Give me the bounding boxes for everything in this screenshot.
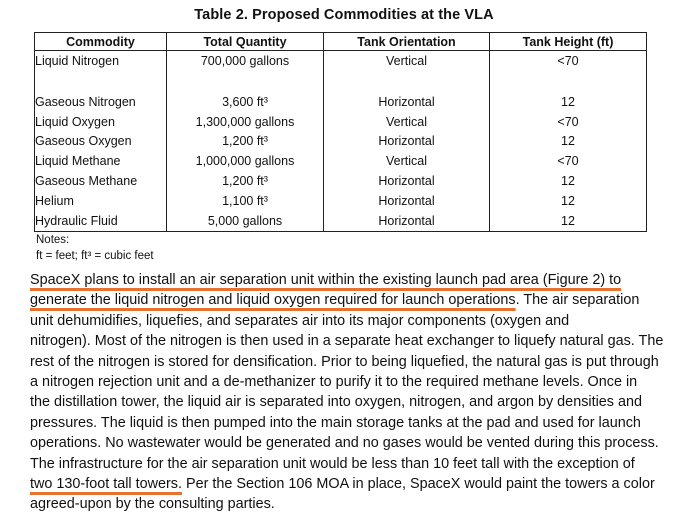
table-row — [35, 132, 647, 152]
paragraph-line — [30, 372, 670, 392]
table-header-row — [35, 33, 647, 51]
table-cell: <70 — [490, 51, 647, 93]
text-segment: a nitrogen rejection unit and a de-methanizer to purify it to the required methane levels. Once in — [30, 373, 638, 390]
table-cell: <70 — [490, 151, 647, 171]
table-body — [35, 51, 647, 232]
table-cell: 1,100 ft³ — [167, 191, 324, 211]
table-cell: Horizontal — [324, 171, 490, 191]
table-row — [35, 51, 647, 93]
text-segment: Per the Section 106 MOA in place, SpaceX would paint the towers a color — [181, 475, 655, 492]
table-cell: Gaseous Nitrogen — [35, 92, 167, 112]
text-segment: agreed-upon by the consulting parties. — [30, 496, 275, 513]
table-cell: Hydraulic Fluid — [35, 211, 167, 231]
text-segment: . The air separation — [515, 292, 640, 309]
table-cell: Horizontal — [324, 191, 490, 211]
table-row — [35, 112, 647, 132]
table-cell: Horizontal — [324, 211, 490, 231]
table-cell: <70 — [490, 112, 647, 132]
table-cell: Liquid Nitrogen — [35, 51, 167, 93]
paragraph-line — [30, 474, 670, 494]
table-row — [35, 171, 647, 191]
paragraph-line — [30, 290, 670, 310]
paragraph-line — [30, 433, 670, 453]
table-cell: Gaseous Oxygen — [35, 132, 167, 152]
table-caption: Table 2. Proposed Commodities at the VLA — [194, 7, 494, 23]
text-segment: rest of the nitrogen is stored for densification. Prior to being liquefied, the natural gas is put through — [30, 353, 659, 370]
table-row — [35, 211, 647, 231]
paragraph-line — [30, 413, 670, 433]
notes-text: ft = feet; ft³ = cubic feet — [36, 250, 154, 262]
column-header: Tank Height (ft) — [490, 33, 647, 51]
table-cell: Horizontal — [324, 132, 490, 152]
text-segment: operations. No wastewater would be generated and no gases would be vented during this process. — [30, 435, 659, 452]
highlighted-text: generate the liquid nitrogen and liquid oxygen required for launch operations — [30, 292, 516, 309]
paragraph-line — [30, 331, 670, 351]
table-cell: 1,000,000 gallons — [167, 151, 324, 171]
table-cell: 12 — [490, 132, 647, 152]
paragraph-line — [30, 392, 670, 412]
text-segment: unit dehumidifies, liquefies, and separates air into its major components (oxygen and — [30, 312, 570, 329]
commodities-table — [34, 32, 647, 232]
table-cell: Liquid Oxygen — [35, 112, 167, 132]
table-cell: Liquid Methane — [35, 151, 167, 171]
table-cell: Horizontal — [324, 92, 490, 112]
table-cell: 700,000 gallons — [167, 51, 324, 93]
table-cell: Vertical — [324, 151, 490, 171]
table-row — [35, 151, 647, 171]
paragraph-line — [30, 311, 670, 331]
highlighted-text: two 130-foot tall towers. — [30, 475, 182, 492]
column-header: Total Quantity — [167, 33, 324, 51]
column-header: Commodity — [35, 33, 167, 51]
table-cell: 12 — [490, 92, 647, 112]
paragraph-line — [30, 270, 670, 290]
table-cell: 1,200 ft³ — [167, 171, 324, 191]
table-cell: Gaseous Methane — [35, 171, 167, 191]
text-segment: pressures. The liquid is then pumped into the main storage tanks at the pad and used for launch — [30, 414, 641, 431]
text-segment: nitrogen). Most of the nitrogen is then used in a separate heat exchanger to liquefy natural gas. The — [30, 333, 664, 350]
paragraph-line — [30, 494, 670, 514]
text-segment: the distillation tower, the liquid air is separated into oxygen, nitrogen, and argon by densities and — [30, 394, 642, 411]
text-segment: The infrastructure for the air separation unit would be less than 10 feet tall with the exception of — [30, 455, 635, 472]
table-cell: 12 — [490, 171, 647, 191]
table-cell: 3,600 ft³ — [167, 92, 324, 112]
table-cell: Helium — [35, 191, 167, 211]
table-cell: 1,300,000 gallons — [167, 112, 324, 132]
notes-title: Notes: — [36, 234, 70, 246]
table-cell: Vertical — [324, 51, 490, 93]
table-cell: 12 — [490, 191, 647, 211]
paragraph-line — [30, 454, 670, 474]
paragraph-line — [30, 352, 670, 372]
body-paragraph — [30, 270, 670, 515]
table-row — [35, 92, 647, 112]
table-cell: 1,200 ft³ — [167, 132, 324, 152]
column-header: Tank Orientation — [324, 33, 490, 51]
table-notes — [36, 232, 154, 264]
table-cell: Vertical — [324, 112, 490, 132]
table-cell: 12 — [490, 211, 647, 231]
table-row — [35, 191, 647, 211]
table-cell: 5,000 gallons — [167, 211, 324, 231]
highlighted-text: SpaceX plans to install an air separation unit within the existing launch pad area (Figure 2) to — [30, 272, 622, 288]
